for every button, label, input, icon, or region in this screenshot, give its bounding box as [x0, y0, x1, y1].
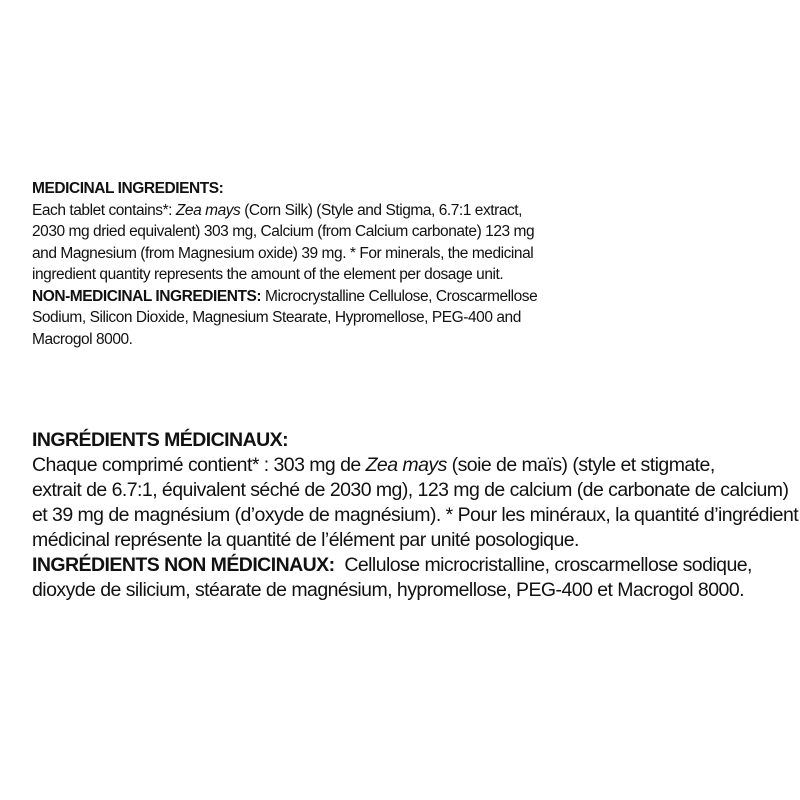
- ingredient-line: médicinal représente la quantité de l’élément par unité posologique.: [32, 529, 579, 551]
- ingredient-line: extrait de 6.7:1, équivalent séché de 2030 mg), 123 mg de calcium (de carbonate de calcium): [32, 479, 789, 501]
- non-medicinal-ingredients-heading-fr: INGRÉDIENTS NON MÉDICINAUX:: [32, 554, 335, 576]
- ingredient-line: Macrogol 8000.: [32, 330, 133, 348]
- ingredient-line: et 39 mg de magnésium (d’oxyde de magnésium). * Pour les minéraux, la quantité d’ingrédient: [32, 504, 799, 526]
- ingredient-text: Each tablet contains*:: [32, 201, 176, 219]
- medicinal-ingredients-heading-fr: INGRÉDIENTS MÉDICINAUX:: [32, 429, 289, 451]
- ingredient-text: Cellulose microcristalline, croscarmellose sodique,: [334, 554, 752, 576]
- species-name: Zea mays: [175, 201, 241, 219]
- species-name: Zea mays: [365, 454, 447, 476]
- ingredient-line: [32, 453, 792, 478]
- non-medicinal-ingredients-heading: NON-MEDICINAL INGREDIENTS:: [32, 287, 262, 305]
- ingredient-line: Sodium, Silicon Dioxide, Magnesium Stearate, Hypromellose, PEG-400 and: [32, 309, 521, 326]
- ingredient-line: dioxyde de silicium, stéarate de magnésium, hypromellose, PEG-400 et Macrogol 8000.: [32, 579, 744, 601]
- ingredient-text: (soie de maïs) (style et stigmate,: [446, 454, 715, 476]
- non-medicinal-line: [32, 286, 592, 308]
- ingredient-text: (Corn Silk) (Style and Stigma, 6.7:1 extract,: [240, 201, 523, 219]
- ingredient-line: ingredient quantity represents the amount of the element per dosage unit.: [32, 266, 504, 283]
- ingredient-text: Chaque comprimé contient* : 303 mg de: [32, 454, 366, 476]
- french-ingredients: [32, 428, 799, 603]
- ingredient-line: and Magnesium (from Magnesium oxide) 39 mg. * For minerals, the medicinal: [32, 244, 534, 262]
- non-medicinal-line: [32, 553, 792, 578]
- ingredient-text: Microcrystalline Cellulose, Croscarmellose: [261, 287, 538, 305]
- medicinal-ingredients-heading: MEDICINAL INGREDIENTS:: [32, 180, 224, 197]
- english-ingredients: [32, 178, 592, 350]
- ingredient-line: 2030 mg dried equivalent) 303 mg, Calcium (from Calcium carbonate) 123 mg: [32, 223, 535, 240]
- ingredient-line: [32, 200, 592, 222]
